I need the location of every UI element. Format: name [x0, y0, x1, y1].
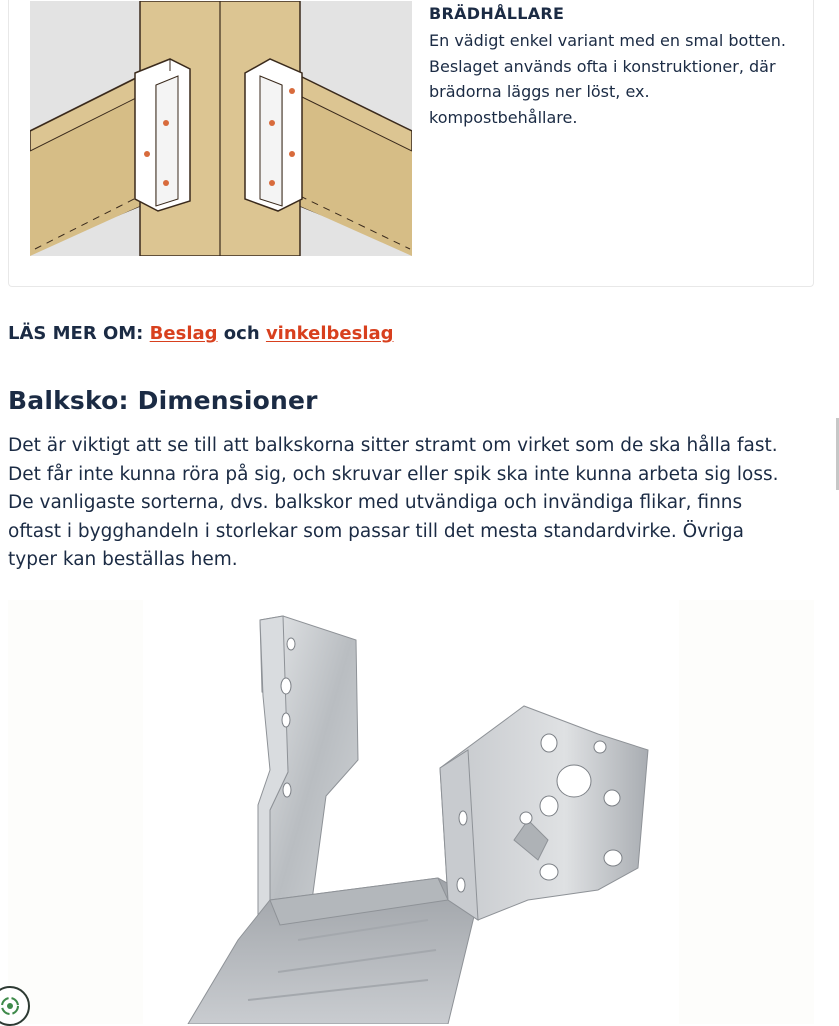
card-heading: BRÄDHÅLLARE [429, 4, 565, 23]
body-line: oftast i bygghandeln i storlekar som passar till det mesta standardvirke. Övriga [8, 520, 744, 542]
card-text-line: kompostbehållare. [429, 107, 578, 127]
section-title: Balksko: Dimensioner [8, 386, 318, 415]
body-line: Det är viktigt att se till att balkskorna sitter stramt om virket som de ska hålla fast. [8, 435, 778, 456]
card-text-line: En vädigt enkel variant med en smal botten. [429, 31, 786, 50]
body-line: typer kan beställas hem. [8, 549, 238, 570]
link-beslag[interactable]: Beslag [149, 323, 218, 344]
content-card [8, 0, 814, 287]
card-text-line: Beslaget används ofta i konstruktioner, där [429, 56, 776, 76]
read-more [8, 323, 394, 344]
balksko-photo [8, 600, 814, 1024]
recycle-icon [0, 995, 21, 1017]
brädhållare-illustration [30, 1, 412, 256]
card-text-line: brädorna läggs ner löst, ex. [429, 82, 650, 101]
link-vinkelbeslag[interactable]: vinkelbeslag [265, 323, 394, 344]
card-description [429, 28, 819, 130]
product-image [8, 600, 814, 1024]
body-line: Det får inte kunna röra på sig, och skruvar eller spik ska inte kunna arbeta sig loss. [8, 463, 779, 485]
section-body [8, 432, 834, 575]
read-more-connector: och [223, 323, 260, 344]
read-more-prefix: LÄS MER OM: [8, 323, 144, 344]
body-line: De vanligaste sorterna, dvs. balkskor med utvändiga och invändiga flikar, finns [8, 492, 743, 513]
